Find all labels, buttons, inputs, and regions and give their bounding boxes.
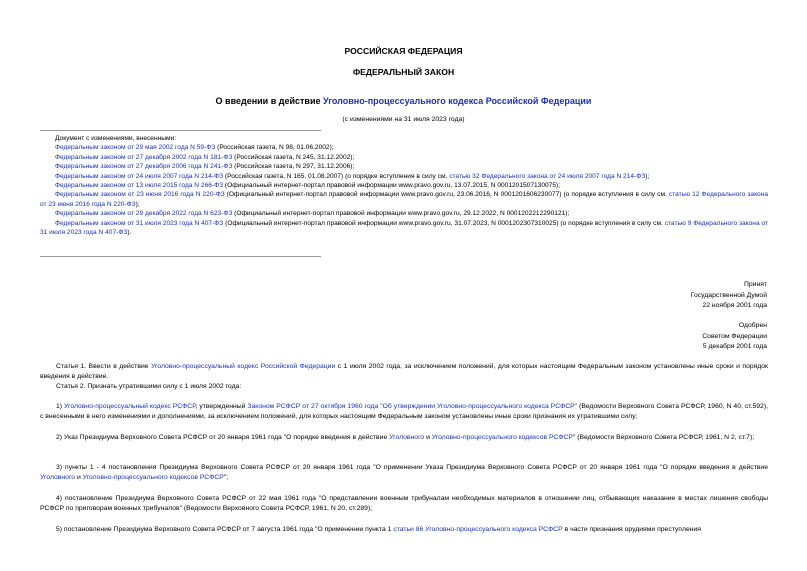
article-1-text-rest: с 1 июля 2002 года, за исключением положений, для которых настоящим Федеральным законом установлены иные сроки и порядок введения в действие. [40,363,768,380]
approved-label: Одобрен [738,322,767,329]
changes-intro: Документ с изменениями, внесенными: [55,135,177,142]
title-code-link[interactable]: Уголовно-процессуального кодекса Российской Федерации [323,96,592,106]
changes-block [40,134,768,237]
repeal-item-3 [40,463,768,483]
approved-body: Советом Федерации [702,332,767,340]
amendment-link[interactable]: Федеральным законом от 31 июля 2023 года N 407-ФЗ [55,219,224,227]
item-text-rest: (Ведомости Верховного Совета РСФСР, 1960, N 40, ст.592), с внесенными в него изменениями и дополнениями, за исключением положений, для которых настоящим Федеральным законом установлены иные сроки признания их утратившими силу; [40,403,768,420]
item-text-and: и [75,474,83,481]
change-item [40,162,768,171]
rsfsr-law-link[interactable]: Законом РСФСР от 27 октября 1960 года "Об утверждении Уголовно-процессуального кодекса РСФСР" [247,403,578,410]
change-item [40,143,768,152]
change-item [40,209,768,218]
item-number: 1) [56,403,65,410]
amendment-source: (Официальный интернет-портал правовой информации www.pravo.gov.ru, 29.12.2022, N 0001202212290121); [232,210,570,218]
changes-top-divider [40,130,321,131]
article-86-link[interactable]: статьи 86 Уголовно-процессуального кодекса РСФСР [393,526,563,533]
item-text: , утвержденный [195,403,248,410]
edition-note: (с изменениями на 31 июля 2023 года) [342,116,465,123]
amendment-link[interactable]: Федеральным законом от 29 декабря 2022 года N 623-ФЗ [55,210,233,218]
article-1-text: Статья 1. Ввести в действие [56,363,152,370]
country-heading: РОССИЙСКАЯ ФЕДЕРАЦИЯ [344,46,463,56]
amendment-tail: ). [127,229,132,237]
amendment-link[interactable]: Федеральным законом от 24 июля 2007 года N 214-ФЗ [55,172,224,180]
repeal-item-2 [40,433,768,443]
amendment-source: (Официальный интернет-портал правовой информации www.pravo.gov.ru, 13.07.2015, N 0001201507130075); [223,182,561,190]
amendment-source: (Российская газета, N 245, 31.12.2002); [232,153,355,161]
repeal-item-1 [40,402,768,422]
council-approval [702,321,767,353]
amendment-link[interactable]: Федеральным законом от 23 июня 2016 года N 220-ФЗ [55,191,225,199]
amendment-link[interactable]: Федеральным законом от 13 июля 2015 года N 266-ФЗ [55,182,224,190]
amendment-tail: ); [645,172,650,180]
accepted-date: 22 ноября 2001 года [702,302,767,310]
criminal-code-link[interactable]: Уголовного [389,434,425,441]
amendment-tail: ); [135,200,140,208]
item-text: 3) пункты 1 - 4 постановления Президиума Верховного Совета РСФСР от 20 января 1961 года "О применении Указа Президиума Верховного Совета РСФСР от 20 января 1961 года "О порядке введения в действие [56,464,768,471]
amendment-link[interactable]: Федеральным законом от 29 мая 2002 года N 59-ФЗ [55,144,216,152]
amendment-source: (Российская газета, N 98, 01.06.2002); [215,144,334,152]
title-prefix: О введении в действие [215,96,323,106]
item-text-and: и [424,434,432,441]
rsfsr-code-link[interactable]: Уголовно-процессуальный кодекс РСФСР [64,403,196,410]
amendment-source: (Российская газета, N 297, 31.12.2006); [232,163,355,171]
criminal-code-link[interactable]: Уголовного [40,474,76,481]
amendment-source: (Официальный интернет-портал правовой информации www.pravo.gov.ru, 31.07.2023, N 0001202307310025) (о порядке вступления в силу см. [223,219,665,227]
code-link[interactable]: Уголовно-процессуальный кодекс Российской Федерации [151,363,336,370]
accepted-label: Принят [743,281,767,288]
item-text: 2) Указ Президиума Верховного Совета РСФСР от 20 января 1961 года "О порядке введения в действие [56,434,390,441]
law-type-heading: ФЕДЕРАЛЬНЫЙ ЗАКОН [352,67,455,77]
change-item [40,172,768,181]
item-text: 5) постановление Президиума Верховного Совета РСФСР от 7 августа 1961 года "О применении пункта 1 [56,526,394,533]
repeal-item-5 [40,525,768,535]
approved-date: 5 декабря 2001 года [702,343,767,351]
change-item [40,190,768,209]
item-text-rest: в части признания орудиями преступления [562,526,701,533]
amendment-link[interactable]: Федеральным законом от 27 декабря 2006 года N 241-ФЗ [55,163,233,171]
entry-into-force-link[interactable]: статью 12 Федерального закона от 23 июня 2016 года N 220-ФЗ [40,191,769,208]
amendment-source: (Официальный интернет-портал правовой информации www.pravo.gov.ru, 23.06.2016, N 0001201606230077) (о порядке вступления в силу см. [224,191,669,199]
entry-into-force-link[interactable]: статью 9 Федерального закона от 31 июля 2023 года N 407-ФЗ [40,219,769,237]
article-2-paragraph: Статья 2. Признать утратившими силу с 1 июля 2002 года: [56,383,242,390]
accepted-body: Государственной Думой [690,291,767,299]
change-item [40,219,768,238]
entry-into-force-link[interactable]: статью 32 Федерального закона от 24 июля 2007 года N 214-ФЗ [449,172,646,180]
document-title [0,96,807,106]
procedural-code-link[interactable]: Уголовно-процессуального кодексов РСФСР [431,434,573,441]
article-1-paragraph [40,362,768,382]
duma-acceptance [691,280,767,312]
procedural-code-link[interactable]: Уголовно-процессуального кодексов РСФСР [82,474,224,481]
amendment-source: (Российская газета, N 165, 01.08.2007) (о порядке вступления в силу см. [223,172,450,180]
item-text-rest: " (Ведомости Верховного Совета РСФСР, 1961, N 2, ст.7); [572,434,755,441]
change-item [40,153,768,162]
changes-bottom-divider [40,256,321,257]
amendment-link[interactable]: Федеральным законом от 27 декабря 2002 года N 181-ФЗ [55,153,233,161]
repeal-item-4: 4) постановление Президиума Верховного Совета РСФСР от 22 мая 1961 года "О представлении военным трибуналам необходимых материалов в отношении лиц, отбывающих наказание в местах лишения свободы РСФСР по приговорам военных трибуналов" (Ведомости Верховного Совета РСФСР, 1961, N 20, ст.289); [40,495,768,512]
item-text-rest: "; [223,474,229,481]
change-item [40,181,768,190]
